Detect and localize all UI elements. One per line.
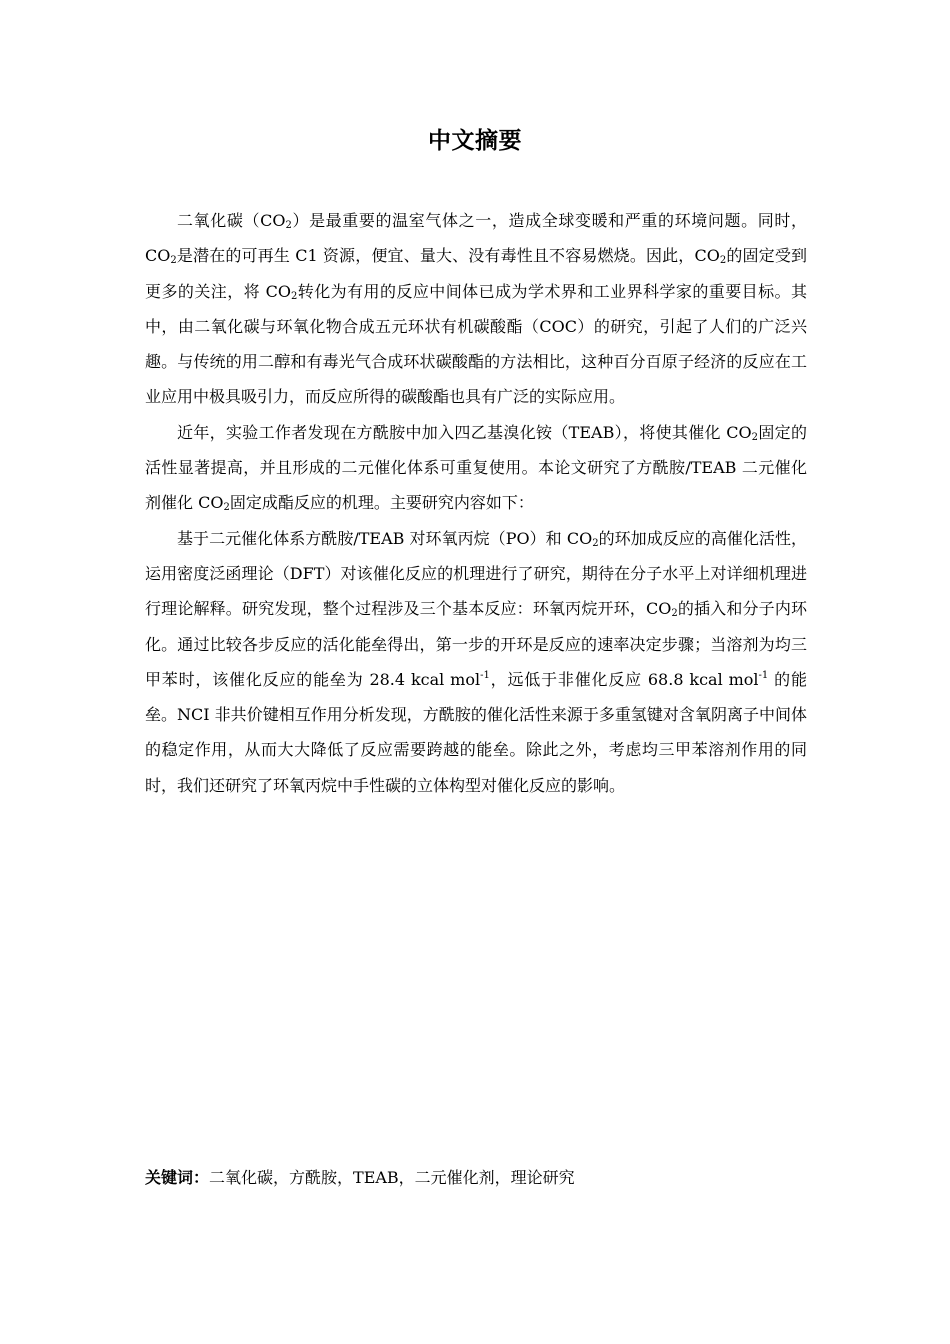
keywords-line [145, 1160, 807, 1195]
abstract-paragraph-3 [145, 521, 807, 803]
superscript: -1 [758, 669, 769, 681]
abstract-body [145, 203, 807, 803]
text-run: 固定成酯反应的机理。主要研究内容如下： [229, 493, 534, 513]
abstract-paragraph-1 [145, 203, 807, 415]
text-run: 固定的活性显著提高，并且形成的二元催化体系可重复使用。本论文研究了方酰胺/TEAB 二元催化剂催化 [145, 422, 807, 513]
text-run: ，远低于非催化反应 68.8 kcal mol [489, 669, 759, 689]
formula-co2: $CO_2$ [145, 246, 177, 267]
text-run: 的能垒。NCI 非共价键相互作用分析发现，方酰胺的催化活性来源于多重氢键对含氧阴离子中间体的稳定作用，从而大大降低了反应需要跨越的能垒。除此之外，考虑均三甲苯溶剂作用的同时，我们还研究了环氧丙烷中手性碳的立体构型对催化反应的影响。 [145, 669, 807, 795]
formula-co2: $CO_2$ [265, 281, 298, 302]
formula-co2: $CO_2$ [260, 211, 292, 231]
text-run: 近年，实验工作者发现在方酰胺中加入四乙基溴化铵（TEAB），将使其催化 [177, 422, 727, 442]
formula-co2: $CO_2$ [694, 246, 727, 267]
text-run: 转化为有用的反应中间体已成为学术界和工业界科学家的重要目标。其中，由二氧化碳与环氧化物合成五元环状有机碳酸酯（COC）的研究，引起了人们的广泛兴趣。与传统的用二醇和有毒光气合成环状碳酸酯的方法相比，这种百分百原子经济的反应在工业应用中极具吸引力，而反应所得的碳酸酯也具有广泛的实际应用。 [145, 281, 807, 407]
text-run: 的插入和分子内环化。通过比较各步反应的活化能垒得出，第一步的开环是反应的速率决定步骤；当溶剂为均三甲苯时，该催化反应的能垒为 28.4 kcal mol [145, 599, 807, 689]
text-run: 的固定受到更多的关注，将 [145, 246, 807, 301]
superscript: -1 [480, 669, 490, 681]
text-run: 二氧化碳（ [177, 211, 261, 230]
page-title: 中文摘要 [428, 128, 522, 154]
text-run: 是潜在的可再生 C1 资源，便宜、量大、没有毒性且不容易燃烧。因此， [176, 246, 695, 266]
keywords-text: 二氧化碳，方酰胺，TEAB，二元催化剂，理论研究 [209, 1168, 575, 1187]
text-run: 基于二元催化体系方酰胺/TEAB 对环氧丙烷（PO）和 [177, 528, 567, 548]
keywords-label: 关键词： [145, 1168, 210, 1187]
formula-co2: $CO_2$ [198, 493, 230, 514]
formula-co2: $CO_2$ [645, 599, 678, 620]
formula-co2: $CO_2$ [726, 422, 759, 443]
abstract-paragraph-2 [145, 415, 807, 521]
text-run: ）是最重要的温室气体之一，造成全球变暖和严重的环境问题。同时， [291, 211, 807, 230]
text-run: 的环加成反应的高催化活性，运用密度泛函理论（DFT）对该催化反应的机理进行了研究，期待在分子水平上对详细机理进行理论解释。研究发现，整个过程涉及三个基本反应：环氧丙烷开环， [145, 528, 807, 619]
formula-co2: $CO_2$ [566, 528, 599, 549]
